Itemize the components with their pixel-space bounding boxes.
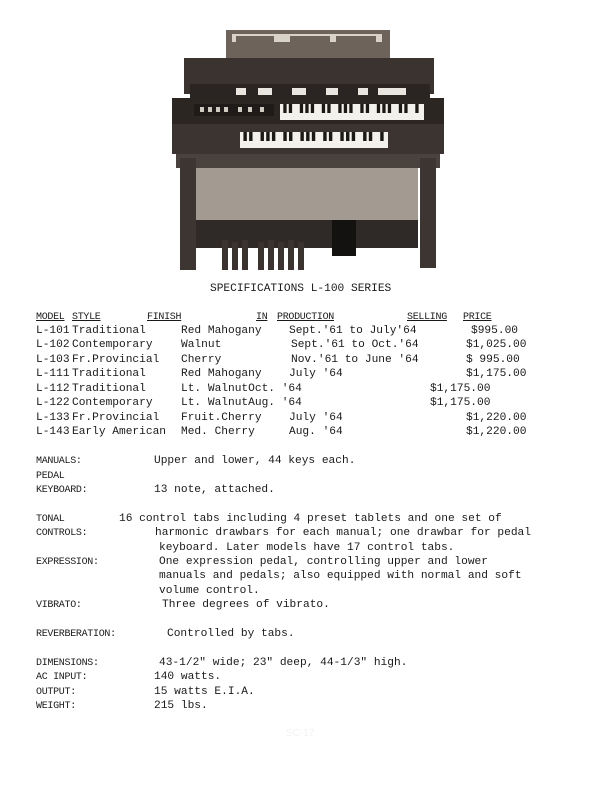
expression-pedal (332, 220, 356, 256)
col-header-finish: FINISH (147, 312, 182, 323)
table-cell-price: $ 995.00 (466, 354, 520, 366)
table-cell-style: Contemporary (72, 339, 153, 351)
page-title: SPECIFICATIONS L-100 SERIES (210, 283, 392, 295)
table-cell-production: Sept.'61 to Oct.'64 (291, 339, 419, 351)
table-cell-price: $1,220.00 (466, 412, 527, 424)
table-cell-price: $1,175.00 (430, 397, 491, 409)
spec-label-weight: WEIGHT: (36, 701, 76, 712)
spec-label-tonal: TONAL (36, 514, 65, 525)
table-cell-style: Fr.Provincial (72, 412, 160, 424)
table-cell-finish: Lt. WalnutOct. '64 (181, 383, 302, 395)
spec-value-output: 15 watts E.I.A. (154, 686, 255, 698)
spec-value-manuals: Upper and lower, 44 keys each. (154, 455, 356, 467)
table-cell-model: L-102 (36, 339, 70, 351)
table-cell-model: L-111 (36, 368, 70, 380)
table-cell-finish: Walnut (181, 339, 222, 351)
front-panel (196, 168, 418, 220)
table-cell-model: L-143 (36, 426, 70, 438)
table-cell-style: Traditional (72, 368, 146, 380)
col-header-style: STYLE (72, 312, 101, 323)
table-cell-production: Aug. '64 (289, 426, 343, 438)
spec-label-dimensions: DIMENSIONS: (36, 658, 99, 669)
spec-value-reverberation: Controlled by tabs. (167, 628, 295, 640)
spec-value-tonal-line2: harmonic drawbars for each manual; one drawbar for pedal (155, 527, 531, 539)
spec-value-expression-line2: manuals and pedals; also equipped with normal and soft (159, 570, 522, 582)
col-header-production: PRODUCTION (277, 312, 335, 323)
table-cell-style: Traditional (72, 325, 146, 337)
table-cell-finish: Cherry (181, 354, 222, 366)
spec-label-pedal: PEDAL (36, 471, 65, 482)
spec-value-expression-line3: volume control. (159, 585, 260, 597)
spec-value-dimensions: 43-1/2" wide; 23" deep, 44-1/3" high. (159, 657, 408, 669)
spec-label-controls: CONTROLS: (36, 528, 88, 539)
table-cell-production: July '64 (289, 368, 343, 380)
spec-label-output: OUTPUT: (36, 687, 76, 698)
table-cell-finish: Med. Cherry (181, 426, 255, 438)
table-cell-production: Nov.'61 to June '64 (291, 354, 419, 366)
table-cell-style: Fr.Provincial (72, 354, 160, 366)
col-header-selling: SELLING (407, 312, 447, 323)
table-cell-price: $1,175.00 (466, 368, 527, 380)
table-cell-style: Contemporary (72, 397, 153, 409)
spec-value-vibrato: Three degrees of vibrato. (162, 599, 330, 611)
table-cell-price: $995.00 (471, 325, 518, 337)
col-header-model: MODEL (36, 312, 65, 323)
table-cell-model: L-122 (36, 397, 70, 409)
table-cell-finish: Fruit.Cherry (181, 412, 262, 424)
spec-label-expression: EXPRESSION: (36, 557, 99, 568)
table-cell-style: Traditional (72, 383, 146, 395)
table-cell-finish: Red Mahogany (181, 368, 262, 380)
table-cell-model: L-112 (36, 383, 70, 395)
table-cell-price: $1,220.00 (466, 426, 527, 438)
table-cell-model: L-133 (36, 412, 70, 424)
table-cell-model: L-101 (36, 325, 70, 337)
spec-label-reverberation: REVERBERATION: (36, 629, 116, 640)
spec-value-ac-input: 140 watts. (154, 671, 222, 683)
spec-value-tonal-line1: 16 control tabs including 4 preset tablets and one set of (119, 513, 502, 525)
spec-value-pedal: 13 note, attached. (154, 484, 275, 496)
table-cell-price: $1,175.00 (430, 383, 491, 395)
table-cell-model: L-103 (36, 354, 70, 366)
organ-photo (172, 28, 448, 270)
spec-value-weight: 215 lbs. (154, 700, 208, 712)
page-number: SC-17 (286, 728, 315, 739)
table-cell-finish: Red Mahogany (181, 325, 262, 337)
table-cell-production: July '64 (289, 412, 343, 424)
spec-label-manuals: MANUALS: (36, 456, 82, 467)
pedal-board (222, 240, 304, 270)
spec-label-ac-input: AC INPUT: (36, 672, 88, 683)
spec-value-tonal-line3: keyboard. Later models have 17 control tabs. (159, 542, 455, 554)
col-header-price: PRICE (463, 312, 492, 323)
col-header-in: IN (256, 312, 268, 323)
spec-value-expression-line1: One expression pedal, controlling upper and lower (159, 556, 488, 568)
table-cell-price: $1,025.00 (466, 339, 527, 351)
spec-label-keyboard: KEYBOARD: (36, 485, 88, 496)
table-cell-finish: Lt. WalnutAug. '64 (181, 397, 302, 409)
table-cell-style: Early American (72, 426, 166, 438)
spec-label-vibrato: VIBRATO: (36, 600, 82, 611)
table-cell-production: Sept.'61 to July'64 (289, 325, 417, 337)
